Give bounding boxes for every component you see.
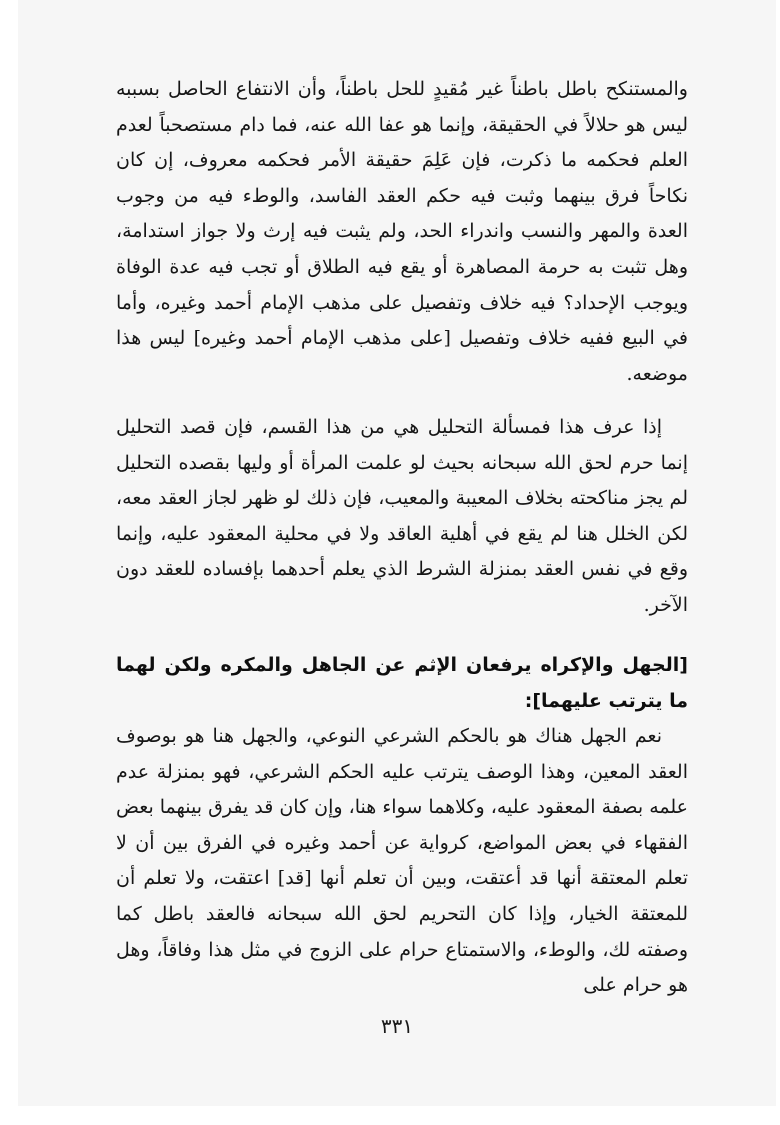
book-page bbox=[18, 0, 776, 1106]
page-number: ٣٣١ bbox=[380, 1014, 414, 1038]
body-paragraph-2 bbox=[116, 410, 688, 624]
body-paragraph-1 bbox=[116, 72, 688, 392]
paragraph-text: نعم الجهل هناك هو بالحكم الشرعي النوعي، والجهل هنا هو بوصوف العقد المعين، وهذا الوصف يترتب عليه الحكم الشرعي، فهو بمنزلة عدم علمه بصفة المعقود عليه، وكلاهما سواء هنا، وإن كان قد يفرق بينهما بعض الفقهاء في بعض المواضع، كرواية عن أحمد وغيره في الفرق بين أن لا تعلم المعتقة أنها قد أعتقت، وبين أن تعلم أنها [قد] اعتقت، ولا تعلم أن للمعتقة الخيار، وإذا كان التحريم لحق الله سبحانه فالعقد باطل كما وصفته لك، والوطء، والاستمتاع حرام على الزوج في مثل هذا وفاقاً، وهل هو حرام على bbox=[116, 725, 688, 997]
body-paragraph-3 bbox=[116, 719, 688, 1004]
paragraph-text: إذا عرف هذا فمسألة التحليل هي من هذا القسم، فإن قصد التحليل إنما حرم لحق الله سبحانه بحيث لو علمت المرأة أو وليها بقصده التحليل لم يجز مناكحته بخلاف المعيبة والمعيب، فإن ذلك لو ظهر لجاز العقد معه، لكن الخلل هنا لم يقع في أهلية العاقد ولا في محلية المعقود عليه، وإنما وقع في نفس العقد بمنزلة الشرط الذي يعلم أحدهما بإفساده للعقد دون الآخر. bbox=[116, 416, 688, 616]
paragraph-text: والمستنكح باطل باطناً غير مُقيدٍ للحل باطناً، وأن الانتفاع الحاصل بسببه ليس هو حلالاً في الحقيقة، وإنما هو عفا الله عنه، فما دام مستصحباً لعدم العلم فحكمه ما ذكرت، فإن عَلِمَ حقيقة الأمر فحكمه معروف، إن كان نكاحاً فرق بينهما وثبت فيه حكم العقد الفاسد، والوطء فيه من وجوب العدة والمهر والنسب واندراء الحد، ولم يثبت فيه إرث ولا جواز استدامة، وهل تثبت به حرمة المصاهرة أو يقع فيه الطلاق أو تجب فيه عدة الوفاة ويوجب الإحداد؟ فيه خلاف وتفصيل على مذهب الإمام أحمد وغيره، وأما في البيع ففيه خلاف وتفصيل [على مذهب الإمام أحمد وغيره] ليس هذا موضعه. bbox=[116, 78, 688, 385]
section-heading: [الجهل والإكراه يرفعان الإثم عن الجاهل والمكره ولكن لهما ما يترتب عليهما]: bbox=[116, 654, 688, 712]
